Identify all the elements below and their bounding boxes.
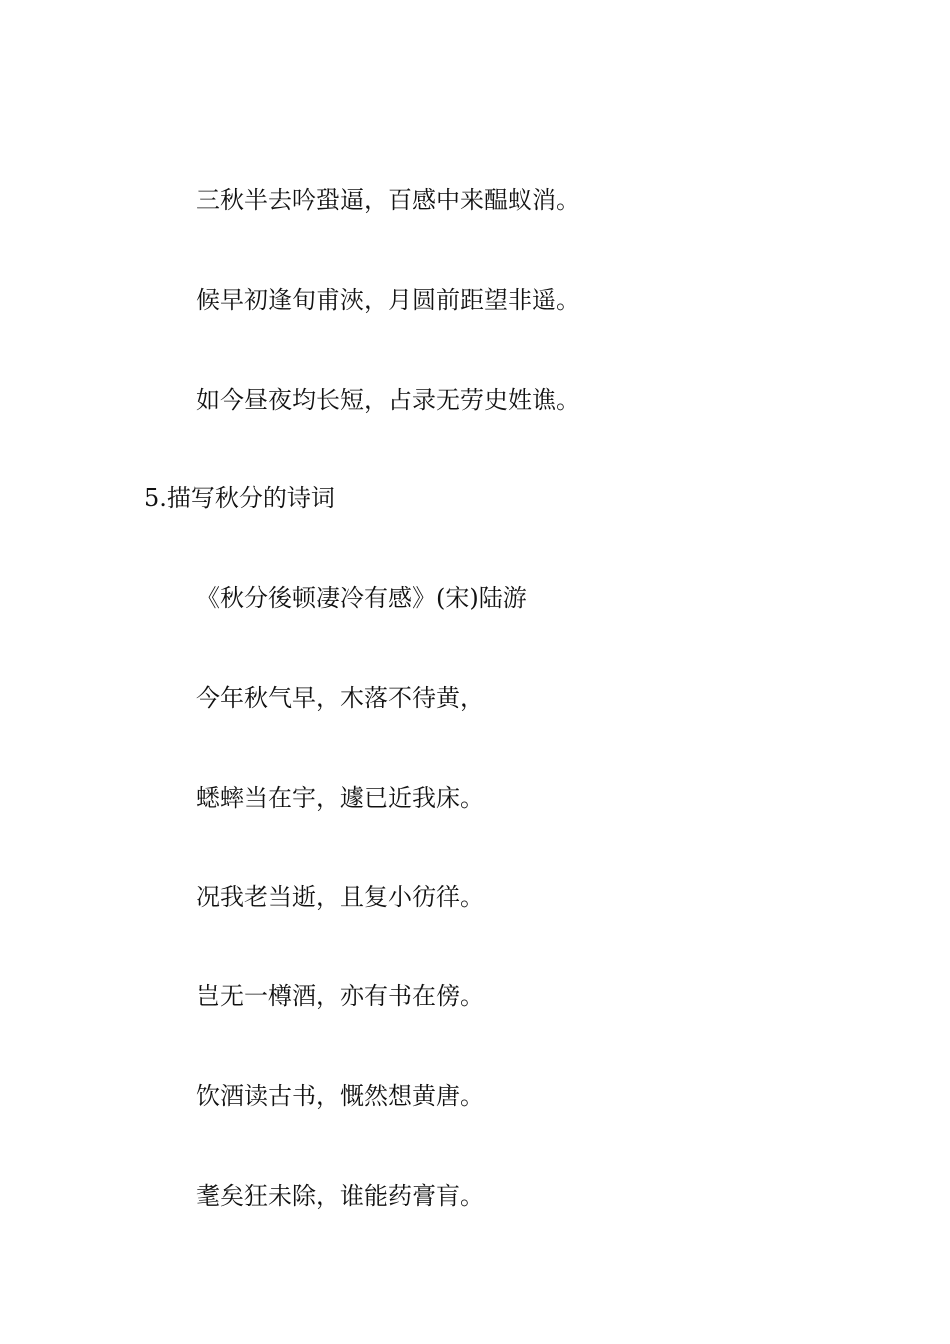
poem-line: 候早初逢旬甫浹，月圆前距望非遥。 <box>196 286 580 314</box>
poem-line: 耄矣狂未除，谁能药膏肓。 <box>196 1182 484 1210</box>
poem-line: 况我老当逝，且复小彷徉。 <box>196 883 484 911</box>
poem-line: 如今昼夜均长短，占录无劳史姓谯。 <box>196 386 580 414</box>
poem-line: 今年秋气早，木落不待黄， <box>196 684 484 712</box>
poem-line: 饮酒读古书，慨然想黄唐。 <box>196 1082 484 1110</box>
poem-title: 《秋分後顿凄冷有感》(宋)陆游 <box>196 584 527 612</box>
poem-line: 三秋半去吟蛩逼，百感中来醖蚁消。 <box>196 186 580 214</box>
poem-line: 蟋蟀当在宇，遽已近我床。 <box>196 784 484 812</box>
section-heading: 5.描写秋分的诗词 <box>144 484 335 512</box>
poem-line: 岂无一樽酒，亦有书在傍。 <box>196 982 484 1010</box>
